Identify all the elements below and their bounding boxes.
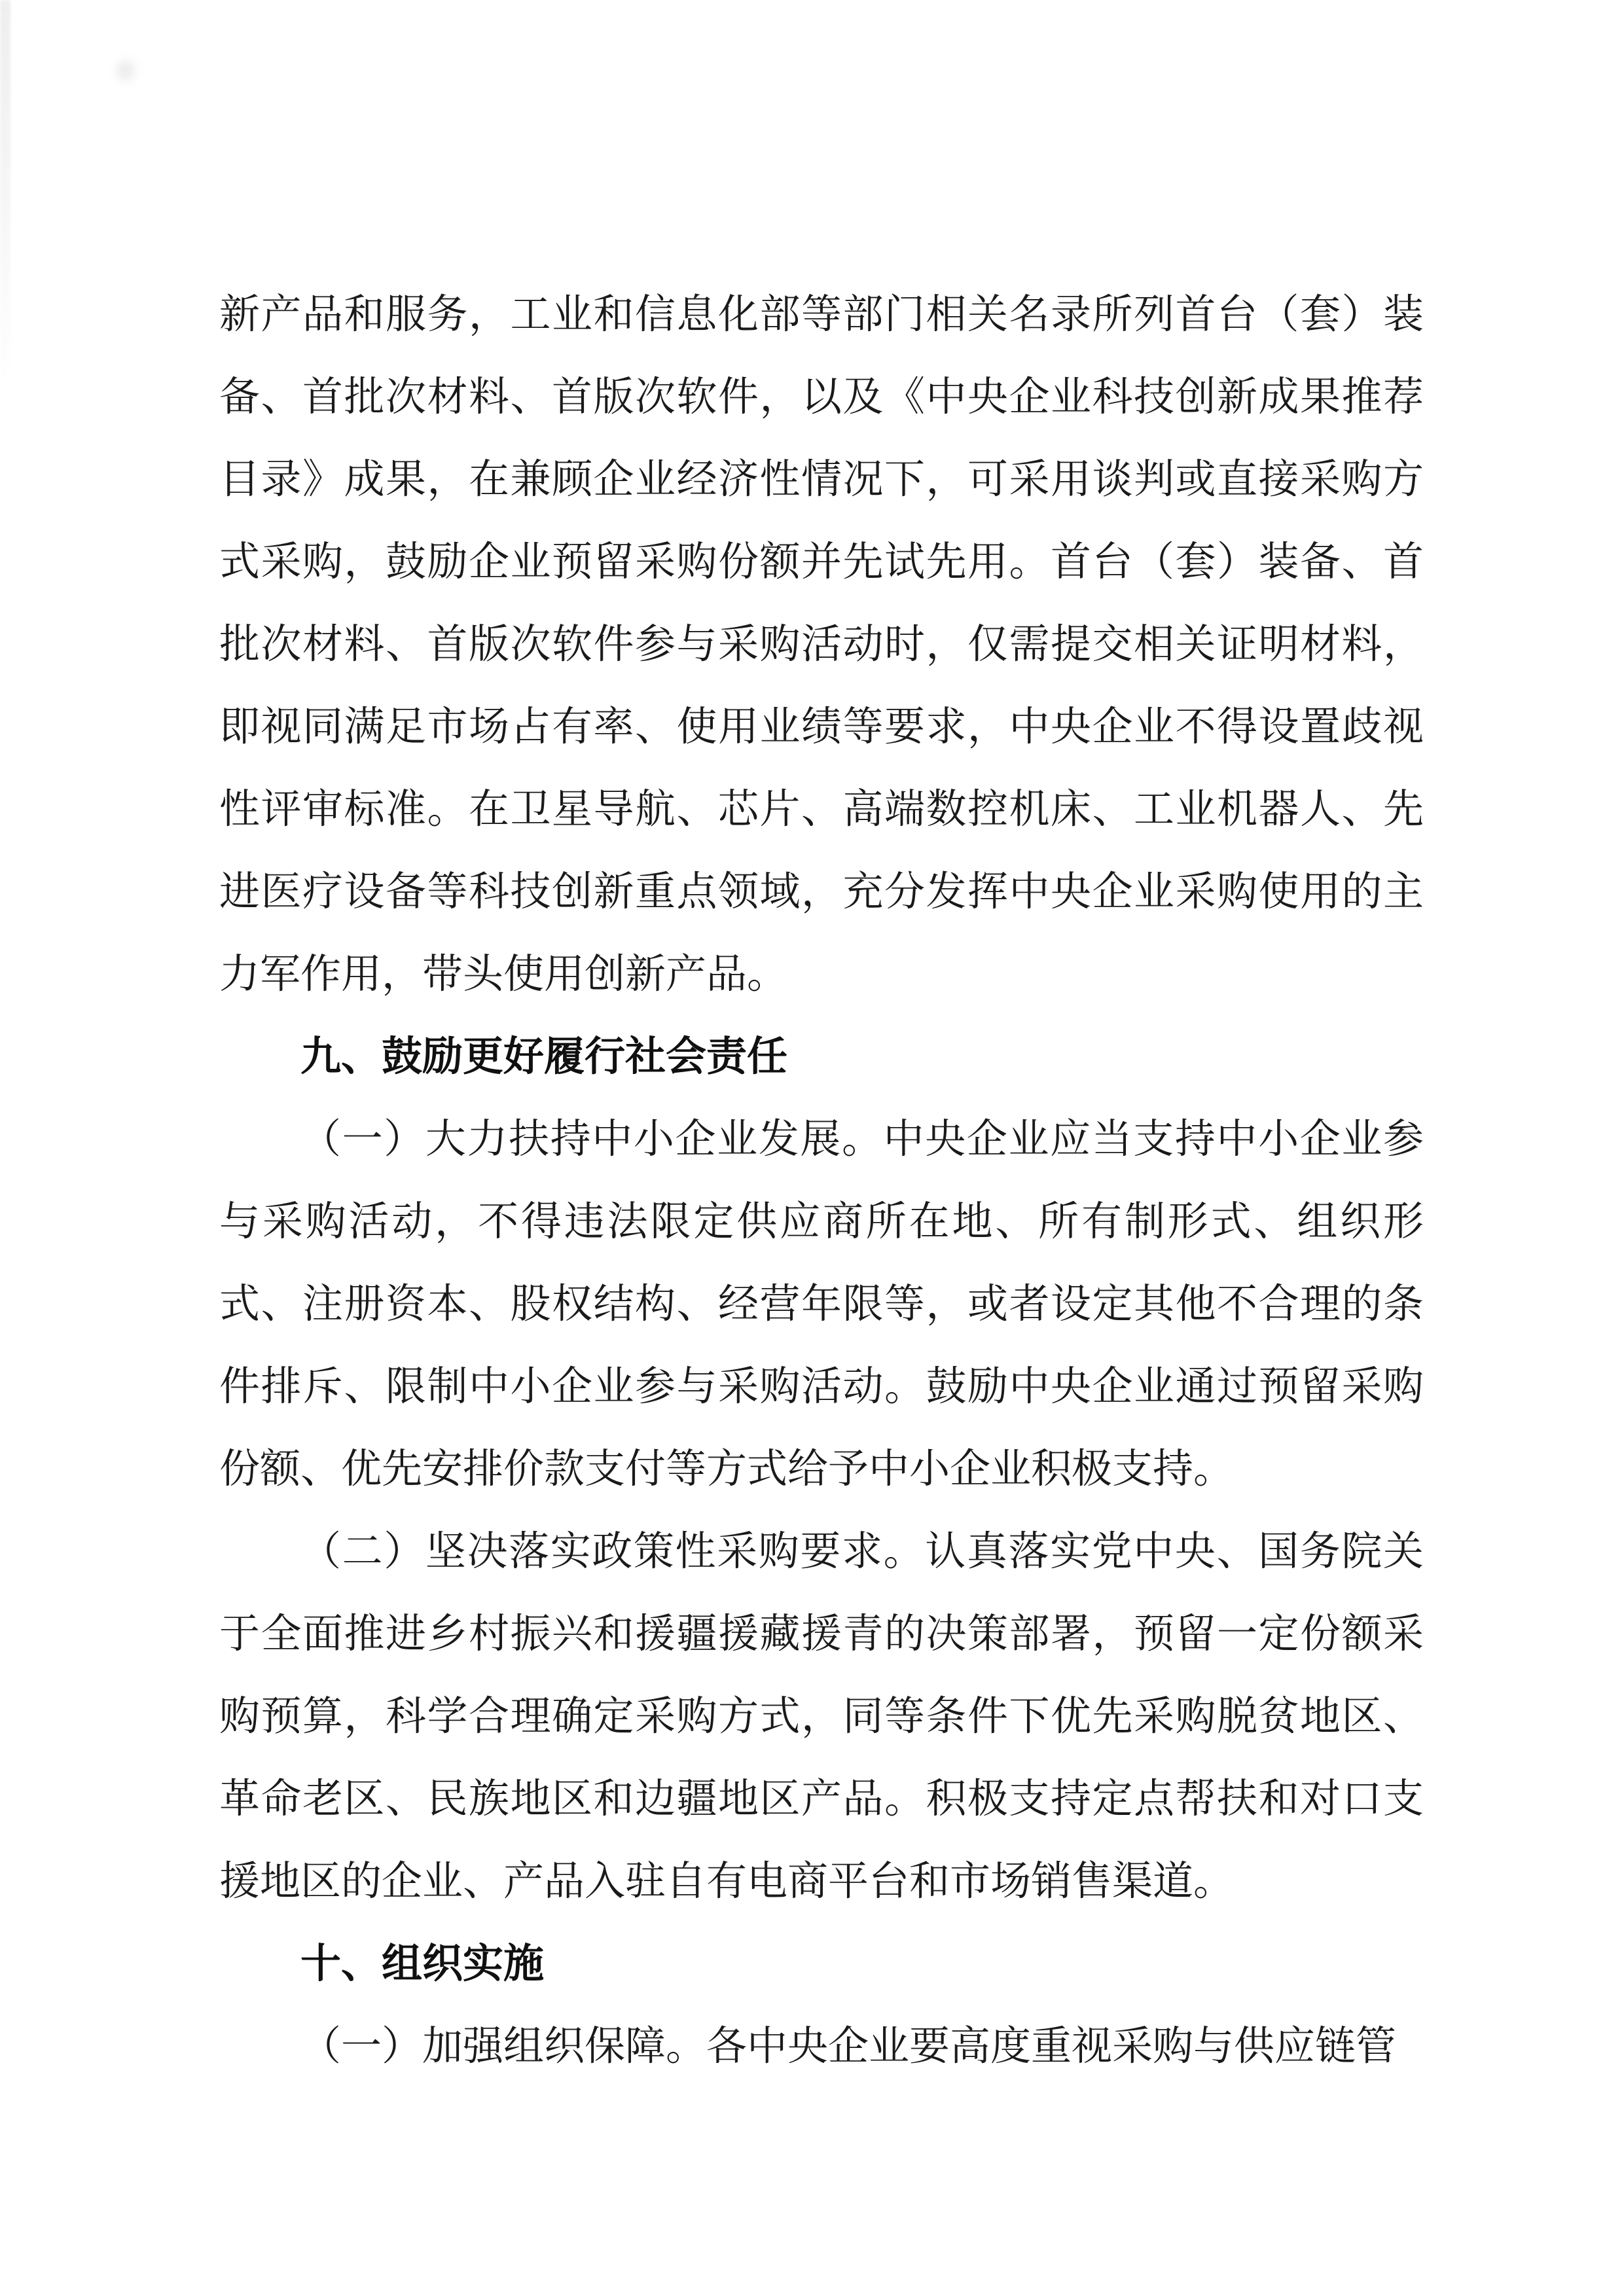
scan-smudge-artifact	[117, 60, 135, 81]
section-heading-nine: 九、鼓励更好履行社会责任	[300, 1034, 788, 1079]
scan-edge-artifact	[0, 0, 10, 380]
paragraph-ten-item-one: （一）加强组织保障。各中央企业要高度重视采购与供应链管	[300, 2024, 1397, 2069]
paragraph-nine-item-two: （二）坚决落实政策性采购要求。认真落实党中央、国务院关于全面推进乡村振兴和援疆援藏援青的决策部署，预留一定份额采购预算，科学合理确定采购方式，同等条件下优先采购脱贫地区、革命老区、民族地区和边疆地区产品。积极支持定点帮扶和对口支援地区的企业、产品入驻自有电商平台和市场销售渠道。	[219, 1530, 1424, 1904]
section-heading-ten: 十、组织实施	[300, 1941, 545, 1986]
paragraph-continuation: 新产品和服务，工业和信息化部等部门相关名录所列首台（套）装备、首批次材料、首版次软件，以及《中央企业科技创新成果推荐目录》成果，在兼顾企业经济性情况下，可采用谈判或直接采购方式采购，鼓励企业预留采购份额并先试先用。首台（套）装备、首批次材料、首版次软件参与采购活动时，仅需提交相关证明材料，即视同满足市场占有率、使用业绩等要求，中央企业不得设置歧视性评审标准。在卫星导航、芯片、高端数控机床、工业机器人、先进医疗设备等科技创新重点领域，充分发挥中央企业采购使用的主力军作用，带头使用创新产品。	[219, 293, 1424, 997]
document-text-block	[219, 274, 1424, 2088]
paragraph-nine-item-one: （一）大力扶持中小企业发展。中央企业应当支持中小企业参与采购活动，不得违法限定供应商所在地、所有制形式、组织形式、注册资本、股权结构、经营年限等，或者设定其他不合理的条件排斥、限制中小企业参与采购活动。鼓励中央企业通过预留采购份额、优先安排价款支付等方式给予中小企业积极支持。	[219, 1117, 1424, 1492]
